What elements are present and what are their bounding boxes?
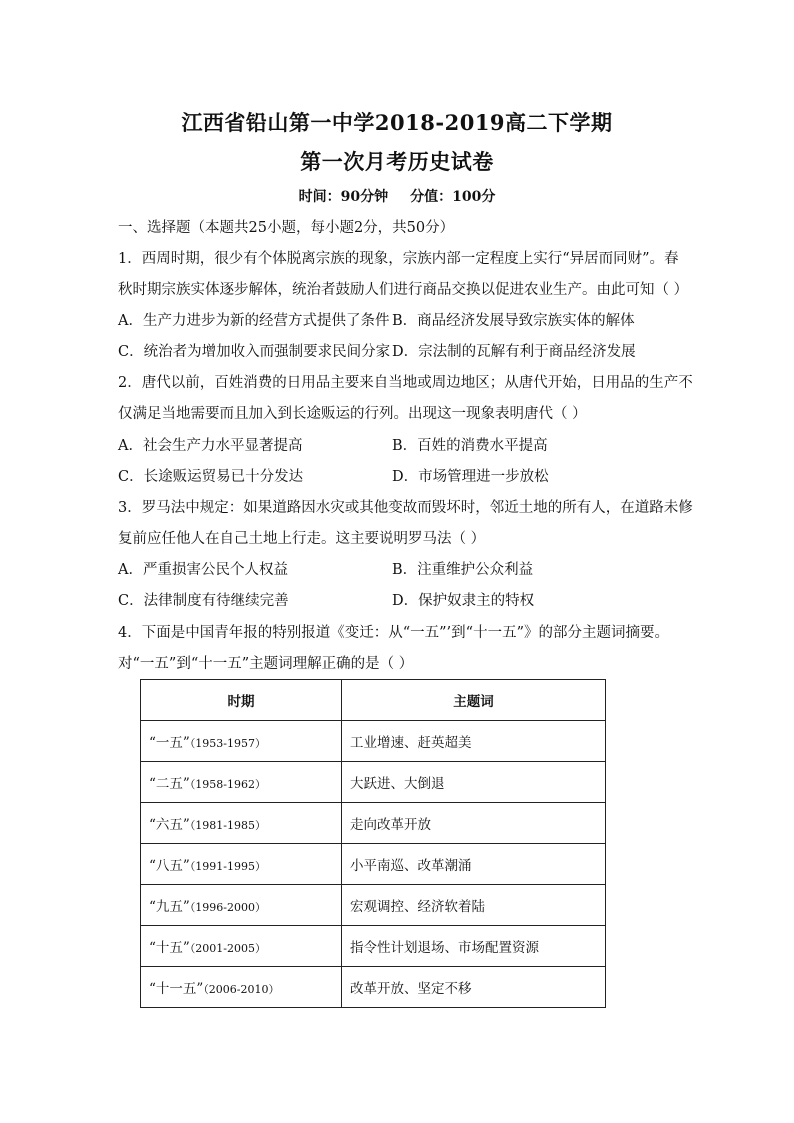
period-name: “二五” bbox=[149, 776, 190, 792]
period-years: （1958-1962） bbox=[189, 778, 267, 791]
question-1-option-d: D．宗法制的瓦解有利于商品经济发展 bbox=[392, 344, 636, 360]
question-2-line-2: 仅满足当地需要而且加入到长途贩运的行列。出现这一现象表明唐代（ ） bbox=[118, 406, 587, 422]
table-cell-theme: 宏观调控、经济软着陆 bbox=[342, 885, 606, 926]
period-years: （2001-2005） bbox=[189, 942, 267, 955]
table-cell-period bbox=[141, 803, 342, 844]
period-name: “六五” bbox=[149, 817, 190, 833]
question-1-option-a: A．生产力进步为新的经营方式提供了条件 bbox=[118, 313, 390, 329]
period-years: （1996-2000） bbox=[189, 901, 267, 914]
table-cell-theme: 改革开放、坚定不移 bbox=[342, 967, 606, 1008]
question-2-line-1: 2．唐代以前，百姓消费的日用品主要来自当地或周边地区；从唐代开始，日用品的生产不 bbox=[118, 375, 693, 391]
question-3-option-b: B．注重维护公众利益 bbox=[392, 562, 534, 578]
table-cell-period bbox=[141, 967, 342, 1008]
table-row bbox=[141, 885, 606, 926]
period-years: （1981-1985） bbox=[189, 819, 267, 832]
exam-title-line1: 江西省铅山第一中学2018-2019高二下学期 bbox=[181, 110, 613, 135]
period-name: “八五” bbox=[149, 858, 190, 874]
table-cell-theme: 小平南巡、改革潮涌 bbox=[342, 844, 606, 885]
five-year-plan-table bbox=[140, 679, 606, 1008]
period-name: “九五” bbox=[149, 899, 190, 915]
question-3-option-d: D．保护奴隶主的特权 bbox=[392, 593, 535, 609]
table-cell-period bbox=[141, 721, 342, 762]
table-cell-period bbox=[141, 885, 342, 926]
period-name: “十五” bbox=[149, 940, 190, 956]
table-cell-period bbox=[141, 762, 342, 803]
period-name: “一五” bbox=[149, 735, 190, 751]
section-heading: 一、选择题（本题共25小题，每小题2分，共50分） bbox=[118, 220, 455, 236]
question-4-line-1: 4．下面是中国青年报的特别报道《变迁：从“一五”’到“十一五”》的部分主题词摘要。 bbox=[118, 625, 669, 641]
table-cell-theme: 指令性计划退场、市场配置资源 bbox=[342, 926, 606, 967]
table-cell-period bbox=[141, 844, 342, 885]
question-1-line-1: 1．西周时期，很少有个体脱离宗族的现象，宗族内部一定程度上实行“异居而同财”。春 bbox=[118, 251, 679, 267]
table-cell-theme: 走向改革开放 bbox=[342, 803, 606, 844]
question-2-option-a: A．社会生产力水平显著提高 bbox=[118, 438, 303, 454]
period-years: （1991-1995） bbox=[189, 860, 267, 873]
question-2-option-d: D．市场管理进一步放松 bbox=[392, 469, 549, 485]
question-1-option-b: B．商品经济发展导致宗族实体的解体 bbox=[392, 313, 635, 329]
question-3-line-2: 复前应任他人在自己土地上行走。这主要说明罗马法（ ） bbox=[118, 531, 486, 547]
table-row bbox=[141, 762, 606, 803]
question-1-option-c: C．统治者为增加收入而强制要求民间分家 bbox=[118, 344, 391, 360]
table-row bbox=[141, 803, 606, 844]
period-years: （1953-1957） bbox=[189, 737, 267, 750]
table-header-row bbox=[141, 680, 606, 721]
table-row bbox=[141, 926, 606, 967]
question-3-option-c: C．法律制度有待继续完善 bbox=[118, 593, 289, 609]
table-cell-theme: 工业增速、赶英超美 bbox=[342, 721, 606, 762]
period-years: （2006-2010） bbox=[203, 983, 280, 996]
question-1-line-2: 秋时期宗族实体逐步解体，统治者鼓励人们进行商品交换以促进农业生产。由此可知（ ） bbox=[118, 282, 689, 298]
table-header-period: 时期 bbox=[141, 680, 342, 721]
question-4-line-2: 对“一五”到“十一五”主题词理解正确的是（ ） bbox=[118, 656, 414, 672]
table-row bbox=[141, 844, 606, 885]
exam-score: 分值：100分 bbox=[410, 189, 496, 205]
period-name: “十一五” bbox=[149, 981, 204, 997]
question-2-option-b: B．百姓的消费水平提高 bbox=[392, 438, 548, 454]
table-row bbox=[141, 721, 606, 762]
question-2-option-c: C．长途贩运贸易已十分发达 bbox=[118, 469, 304, 485]
table-row bbox=[141, 967, 606, 1008]
table-cell-period bbox=[141, 926, 342, 967]
question-3-line-1: 3．罗马法中规定：如果道路因水灾或其他变故而毁坏时，邻近土地的所有人，在道路未修 bbox=[118, 500, 693, 516]
question-3-option-a: A．严重损害公民个人权益 bbox=[118, 562, 288, 578]
exam-time: 时间：90分钟 bbox=[298, 189, 389, 205]
exam-meta bbox=[0, 186, 794, 206]
table-cell-theme: 大跃进、大倒退 bbox=[342, 762, 606, 803]
exam-title-line2: 第一次月考历史试卷 bbox=[300, 149, 494, 174]
table-header-theme: 主题词 bbox=[342, 680, 606, 721]
